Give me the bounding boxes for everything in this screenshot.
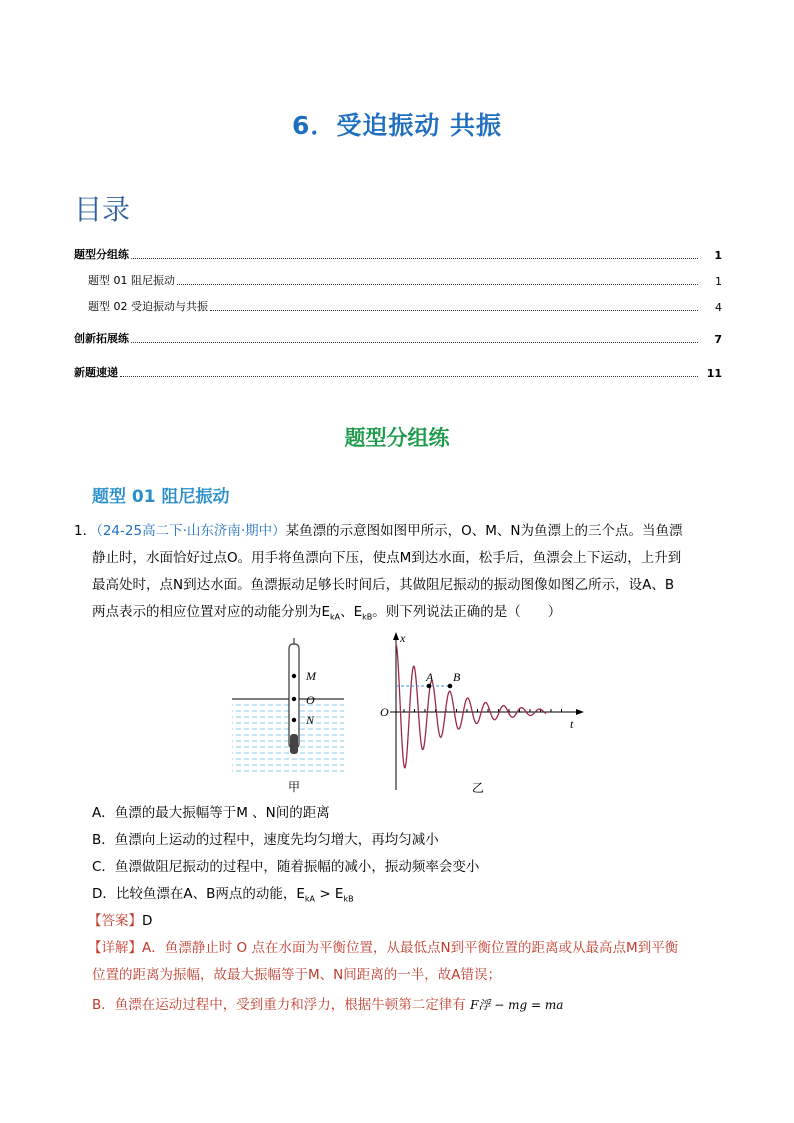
toc-entry-2[interactable] bbox=[88, 272, 722, 288]
toc-entry-label: 题型分组练 bbox=[74, 248, 129, 261]
option-d[interactable] bbox=[92, 884, 354, 910]
label-o: O bbox=[306, 693, 315, 707]
subscript: kB bbox=[343, 894, 354, 904]
formula-newton: F浮 − mg = ma bbox=[470, 998, 564, 1012]
toc-entry-1[interactable] bbox=[74, 246, 722, 262]
explanation-line-2: 位置的距离为振幅，故最大振幅等于M、N间距离的一半，故A错误； bbox=[92, 967, 501, 983]
label-b: B bbox=[453, 670, 461, 684]
toc-entry-page: 1 bbox=[715, 275, 722, 288]
answer-label: 【答案】 bbox=[88, 913, 142, 929]
figure-fishing-float bbox=[228, 636, 348, 796]
label-t: t bbox=[570, 717, 574, 731]
toc-entry-4[interactable] bbox=[74, 330, 722, 346]
figure-damped-oscillation bbox=[372, 630, 592, 798]
subscript: kA bbox=[304, 894, 316, 904]
question-text-4c: 。则下列说法正确的是（ ） bbox=[372, 604, 562, 620]
option-d-gt: > E bbox=[315, 886, 344, 902]
point-a bbox=[427, 684, 432, 689]
option-b[interactable]: B．鱼漂向上运动的过程中，速度先均匀增大，再均匀减小 bbox=[92, 832, 439, 848]
section-title: 题型分组练 bbox=[344, 426, 450, 450]
axis-arrow bbox=[576, 709, 584, 715]
question-text-1: 某鱼漂的示意图如图甲所示，O、M、N为鱼漂上的三个点。当鱼漂 bbox=[285, 523, 683, 539]
label-n: N bbox=[306, 713, 315, 727]
label-x: x bbox=[400, 631, 406, 645]
toc-entry-label: 题型 01 阻尼振动 bbox=[88, 274, 175, 287]
point-b bbox=[448, 684, 453, 689]
question-line-3: 最高处时，点N到达水面。鱼漂振动足够长时间后，其做阻尼振动的振动图像如图乙所示，设A、B bbox=[92, 577, 675, 593]
question-number: 1． bbox=[74, 523, 97, 539]
axis-arrow bbox=[393, 632, 399, 640]
option-c[interactable]: C．鱼漂做阻尼振动的过程中，随着振幅的减小，振动频率会变小 bbox=[92, 859, 480, 875]
answer-line bbox=[88, 911, 152, 931]
option-d-text: D．比较鱼漂在A、B两点的动能，E bbox=[92, 886, 305, 902]
toc-entry-page: 7 bbox=[714, 333, 722, 346]
explain-a1: A．鱼漂静止时 O 点在水面为平衡位置，从最低点N到平衡位置的距离或从最高点M到平衡 bbox=[142, 940, 679, 956]
toc-entry-page: 11 bbox=[706, 367, 722, 380]
point-o bbox=[292, 697, 296, 701]
toc-entry-5[interactable] bbox=[74, 364, 722, 380]
question-line-2: 静止时，水面恰好过点O。用手将鱼漂向下压，使点M到达水面，松手后，鱼漂会上下运动，上升到 bbox=[92, 550, 682, 566]
explain-label: 【详解】 bbox=[88, 940, 142, 956]
point-n bbox=[292, 718, 296, 722]
damped-wave-curve bbox=[396, 644, 546, 768]
subscript: kA bbox=[330, 612, 341, 622]
label-origin: O bbox=[380, 705, 389, 719]
float-body bbox=[289, 644, 299, 748]
question-text-4b: 、E bbox=[340, 604, 363, 620]
label-a: A bbox=[426, 670, 434, 684]
toc-leader bbox=[131, 257, 698, 259]
subscript: kB bbox=[362, 612, 373, 622]
toc-entry-page: 4 bbox=[715, 301, 722, 314]
explanation-line-3 bbox=[92, 995, 732, 1015]
explanation-line-1 bbox=[88, 938, 728, 958]
explain-b: B．鱼漂在运动过程中，受到重力和浮力，根据牛顿第二定律有 bbox=[92, 997, 466, 1013]
toc-leader bbox=[131, 341, 698, 343]
page-title: 6．受迫振动 共振 bbox=[291, 111, 503, 140]
question-line-4 bbox=[92, 599, 732, 631]
question-source: （24-25高二下·山东济南·期中） bbox=[96, 523, 286, 539]
toc-entry-label: 题型 02 受迫振动与共振 bbox=[88, 300, 208, 313]
option-a[interactable]: A．鱼漂的最大振幅等于M 、N间的距离 bbox=[92, 805, 330, 821]
toc-entry-3[interactable] bbox=[88, 298, 722, 314]
caption-yi: 乙 bbox=[472, 781, 485, 795]
water-region bbox=[232, 700, 344, 776]
toc-entry-label: 新题速递 bbox=[74, 366, 118, 379]
toc-leader bbox=[177, 283, 698, 285]
toc-entry-label: 创新拓展练 bbox=[74, 332, 129, 345]
question-line-1 bbox=[74, 518, 724, 545]
label-m: M bbox=[306, 669, 316, 683]
toc-entry-page: 1 bbox=[714, 249, 722, 262]
toc-leader bbox=[120, 375, 698, 377]
float-weight bbox=[290, 734, 298, 754]
caption-jia: 甲 bbox=[288, 780, 301, 794]
toc-heading: 目录 bbox=[74, 193, 131, 226]
answer-value: D bbox=[142, 913, 153, 929]
toc-leader bbox=[210, 309, 698, 311]
point-m bbox=[292, 674, 296, 678]
question-text-4a: 两点表示的相应位置对应的动能分别为E bbox=[92, 604, 331, 620]
subsection-title: 题型 01 阻尼振动 bbox=[92, 487, 230, 507]
